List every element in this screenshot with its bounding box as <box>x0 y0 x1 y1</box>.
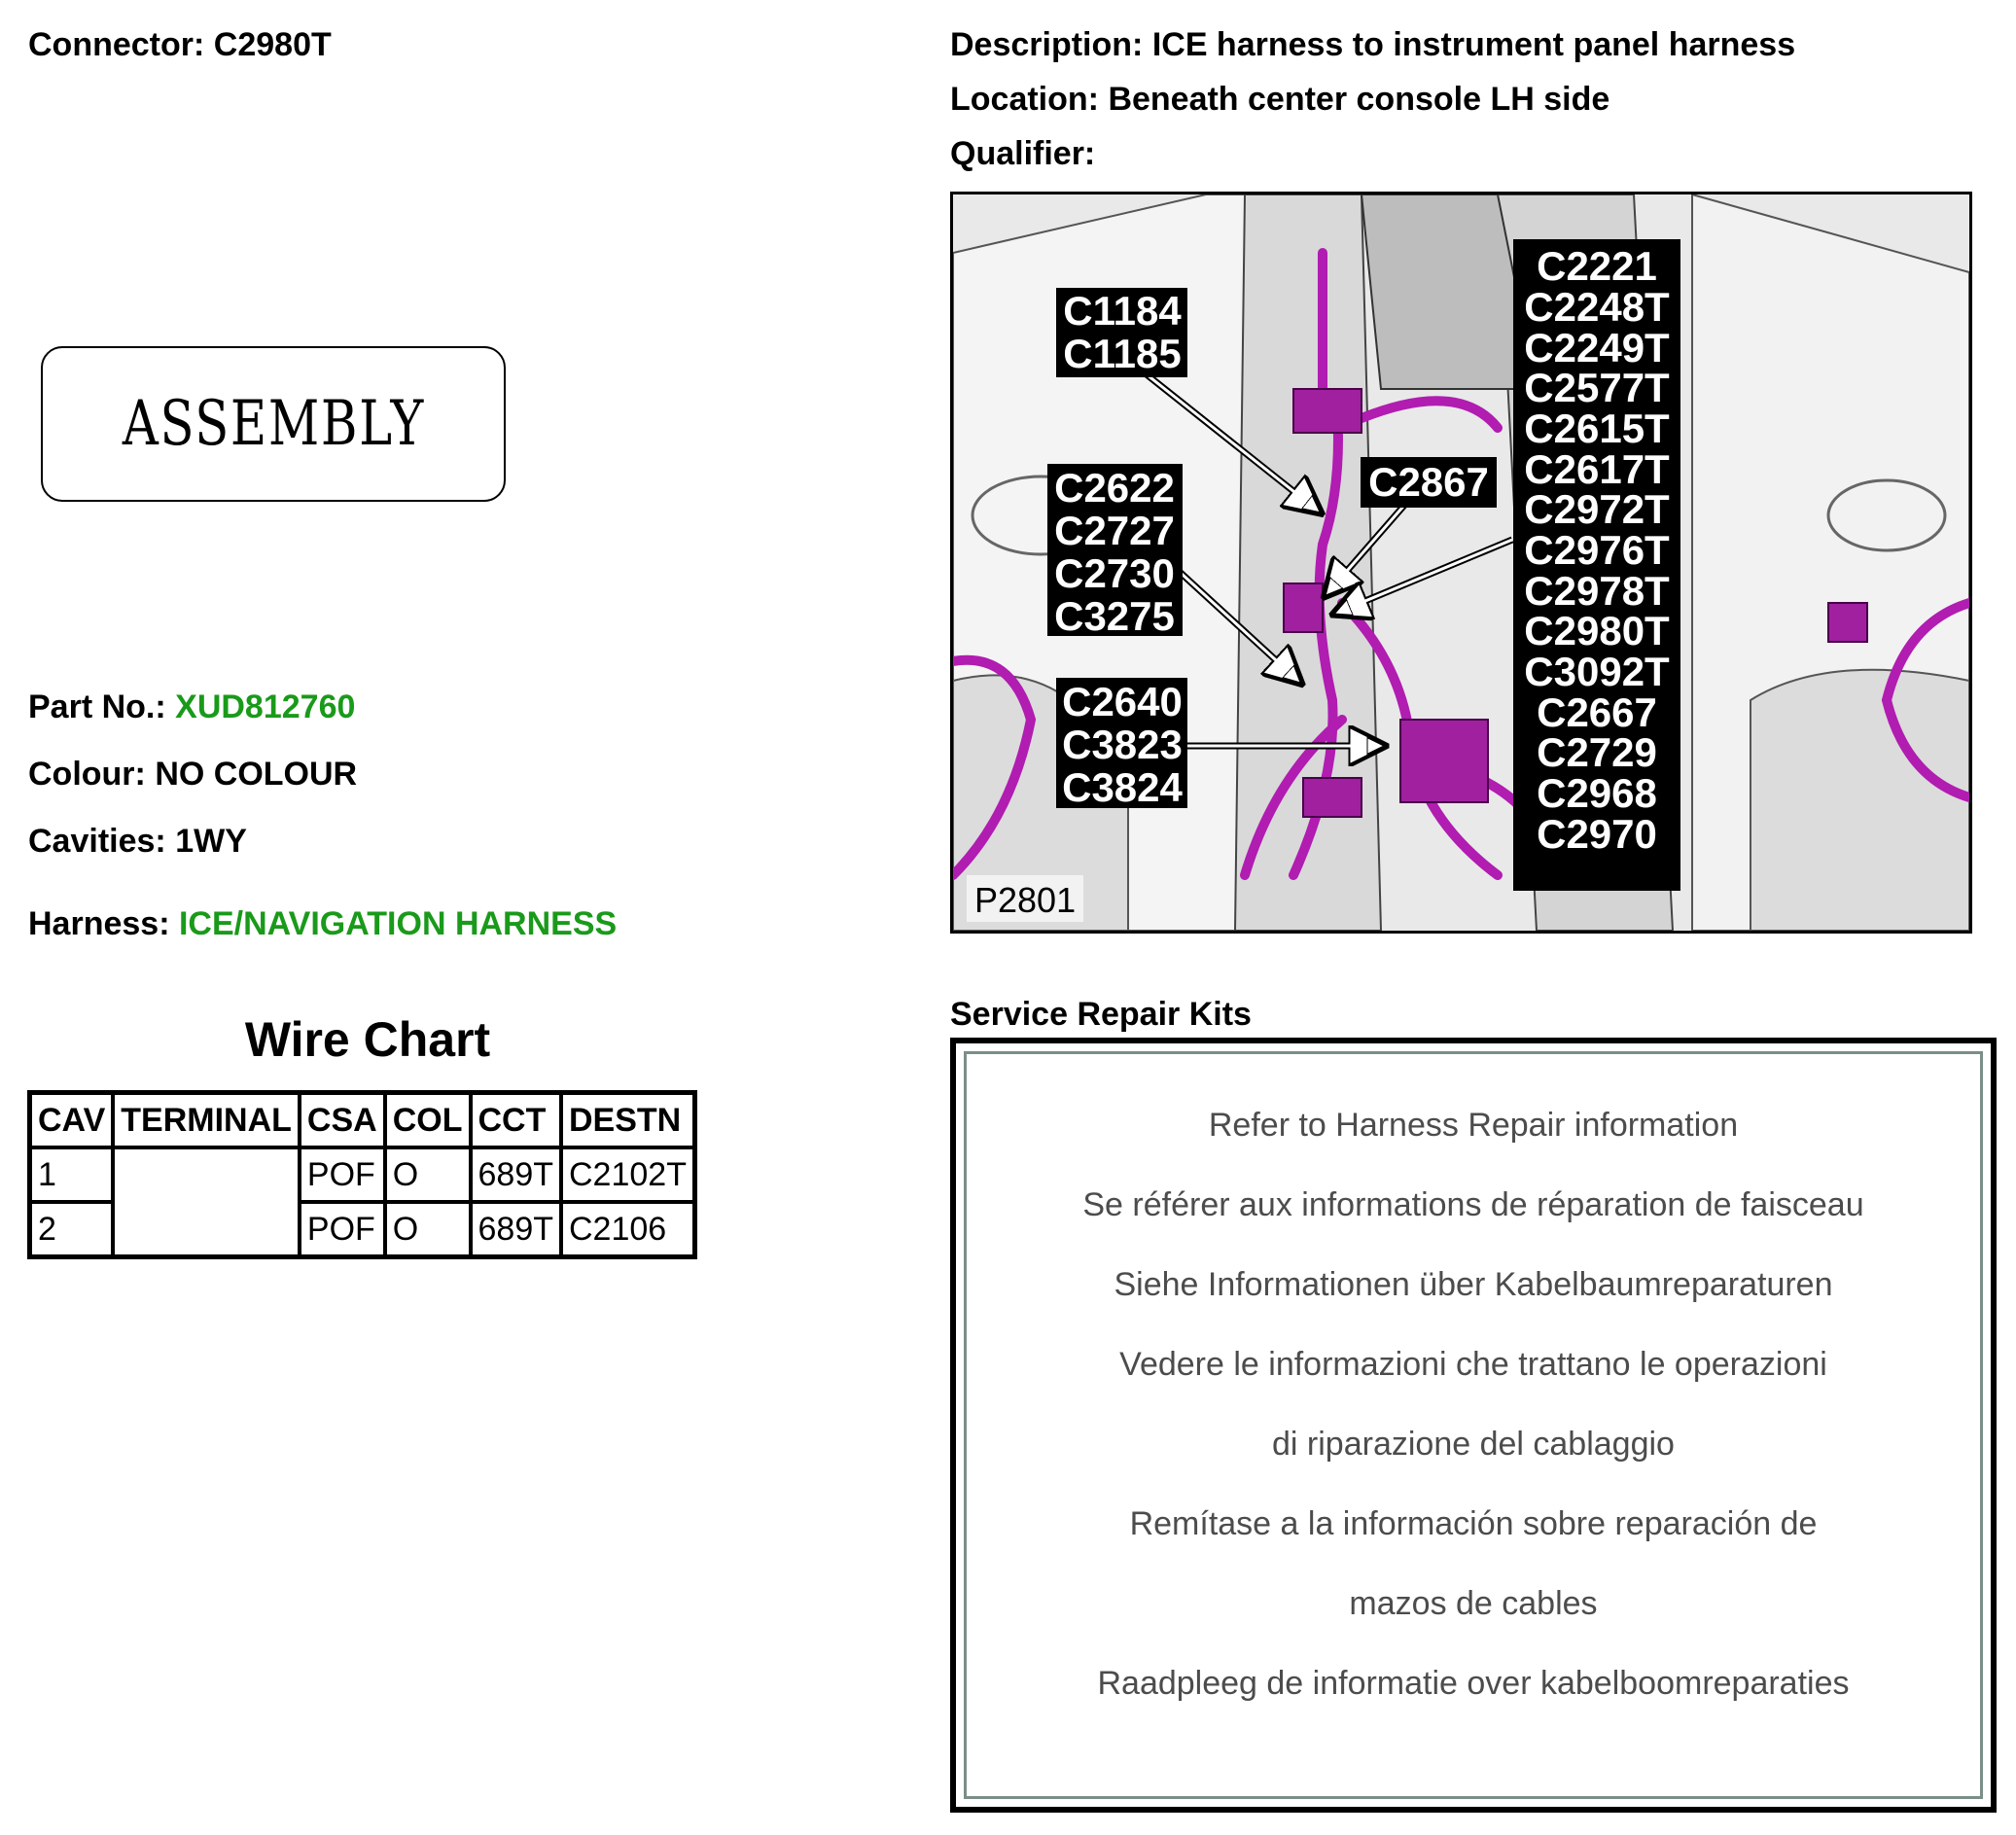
qualifier-label: Qualifier: <box>950 135 1096 172</box>
diagram-illustration <box>953 194 1969 931</box>
cavities-value: 1WY <box>175 823 247 860</box>
description-label: Description: <box>950 26 1144 63</box>
diagram-label-c2727: C2727 <box>1054 508 1175 553</box>
repair-line-fr: Se référer aux informations de réparation de faisceau <box>1082 1186 1864 1223</box>
wire-chart-title: Wire Chart <box>244 1012 491 1067</box>
diagram-label-c2640: C2640 <box>1062 679 1183 724</box>
part-no-label: Part No.: <box>28 688 166 725</box>
assembly-label: ASSEMBLY <box>122 388 425 460</box>
table-header-row <box>30 1093 695 1148</box>
repair-line-it-1: Vedere le informazioni che trattano le operazioni <box>1119 1346 1827 1383</box>
description-field <box>950 26 1795 64</box>
location-diagram <box>950 192 1972 934</box>
col-destn-header: DESTN <box>561 1093 694 1148</box>
col-cell: O <box>385 1202 471 1257</box>
qualifier-field <box>950 135 1095 173</box>
diagram-label-c2615t: C2615T <box>1524 406 1670 451</box>
cct-cell: 689T <box>471 1147 562 1202</box>
location-field <box>950 81 1609 119</box>
diagram-label-c2577t: C2577T <box>1524 365 1670 410</box>
table-row <box>30 1147 695 1202</box>
repair-line-de: Siehe Informationen über Kabelbaumreparaturen <box>1114 1266 1833 1303</box>
harness-value[interactable]: ICE/NAVIGATION HARNESS <box>178 905 618 942</box>
wire-chart-table <box>27 1090 697 1259</box>
col-cell: O <box>385 1147 471 1202</box>
repair-line-es-1: Remítase a la información sobre reparación de <box>1129 1505 1818 1542</box>
diagram-label-c3092t: C3092T <box>1524 649 1670 694</box>
part-no-field <box>28 688 355 726</box>
diagram-label-c2970: C2970 <box>1537 811 1657 857</box>
diagram-label-c2617t: C2617T <box>1524 446 1670 492</box>
csa-cell: POF <box>300 1202 385 1257</box>
colour-value: NO COLOUR <box>155 756 358 793</box>
repair-line-nl: Raadpleeg de informatie over kabelboomreparaties <box>1097 1665 1850 1702</box>
destn-cell[interactable]: C2102T <box>561 1147 694 1202</box>
terminal-cell <box>113 1147 300 1257</box>
diagram-label-c2968: C2968 <box>1537 770 1657 816</box>
diagram-label-c2622: C2622 <box>1054 465 1175 511</box>
diagram-label-c2249t: C2249T <box>1524 325 1670 371</box>
diagram-label-c2980t: C2980T <box>1524 608 1670 653</box>
colour-label: Colour: <box>28 756 146 793</box>
repair-line-en: Refer to Harness Repair information <box>1208 1107 1739 1144</box>
cavities-field <box>28 823 247 861</box>
diagram-label-c2730: C2730 <box>1054 550 1175 596</box>
diagram-label-c2729: C2729 <box>1537 729 1657 775</box>
assembly-box <box>41 346 506 502</box>
diagram-label-c3275: C3275 <box>1054 593 1175 639</box>
col-csa-header: CSA <box>300 1093 385 1148</box>
diagram-label-c2221: C2221 <box>1537 243 1657 289</box>
harness-field <box>28 905 617 943</box>
diagram-label-c2667: C2667 <box>1537 689 1657 735</box>
part-no-value[interactable]: XUD812760 <box>175 688 356 725</box>
diagram-label-c2867: C2867 <box>1368 459 1489 505</box>
diagram-label-c3824: C3824 <box>1062 764 1183 810</box>
col-cav-header: CAV <box>30 1093 114 1148</box>
col-col-header: COL <box>385 1093 471 1148</box>
diagram-label-c1185: C1185 <box>1063 331 1182 376</box>
location-value: Beneath center console LH side <box>1108 81 1610 118</box>
diagram-label-c1184: C1184 <box>1063 288 1182 334</box>
diagram-label-c2976t: C2976T <box>1524 527 1670 573</box>
repair-line-es-2: mazos de cables <box>1349 1585 1598 1622</box>
description-value: ICE harness to instrument panel harness <box>1151 26 1796 63</box>
diagram-picture-id: P2801 <box>974 880 1077 920</box>
diagram-label-c2972t: C2972T <box>1524 486 1670 532</box>
service-repair-box <box>950 1038 1997 1813</box>
repair-line-it-2: di riparazione del cablaggio <box>1272 1426 1675 1463</box>
cav-cell: 2 <box>30 1202 114 1257</box>
diagram-label-c3823: C3823 <box>1062 722 1183 767</box>
col-cct-header: CCT <box>471 1093 562 1148</box>
destn-cell[interactable]: C2106 <box>561 1202 694 1257</box>
colour-field <box>28 756 357 794</box>
connector-value: C2980T <box>213 26 332 63</box>
connector-label: Connector: <box>28 26 205 63</box>
connector-field <box>28 26 332 64</box>
service-repair-title: Service Repair Kits <box>950 996 1252 1033</box>
cavities-label: Cavities: <box>28 823 166 860</box>
csa-cell: POF <box>300 1147 385 1202</box>
diagram-label-c2248t: C2248T <box>1524 284 1670 330</box>
cav-cell: 1 <box>30 1147 114 1202</box>
cct-cell: 689T <box>471 1202 562 1257</box>
location-label: Location: <box>950 81 1099 118</box>
diagram-label-c2978t: C2978T <box>1524 568 1670 614</box>
harness-label: Harness: <box>28 905 170 942</box>
col-terminal-header: TERMINAL <box>113 1093 300 1148</box>
service-repair-inner <box>964 1051 1983 1799</box>
